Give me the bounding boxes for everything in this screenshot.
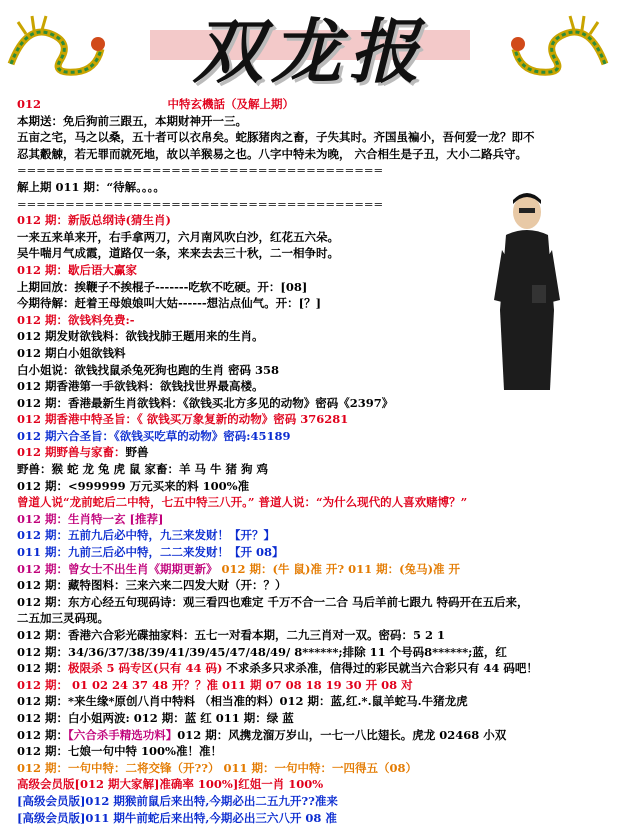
text-line — [17, 776, 617, 793]
text-line — [17, 378, 617, 395]
text-segment: [高级会员版]011 期牛前蛇后来出特,今期必出三六八开 08 准 — [17, 810, 337, 825]
text-line — [17, 810, 617, 826]
text-segment: 012 期：新版总纲诗(猜生肖) — [17, 213, 171, 228]
text-line — [17, 328, 617, 345]
text-segment: 012 — [17, 97, 42, 111]
text-line — [17, 727, 617, 744]
text-line — [17, 544, 617, 561]
text-line — [17, 478, 617, 495]
text-segment: ====================================== — [17, 163, 384, 178]
text-segment: ====================================== — [17, 196, 384, 211]
text-line — [17, 610, 617, 627]
text-segment: 012 期香港中特圣旨：《 欲钱买万象复新的动物》密码 376281 — [17, 412, 349, 427]
text-segment: 012 期： — [17, 661, 69, 676]
text-segment: 五亩之宅，马之以桑，五十者可以衣帛矣。蛇豚猪肉之畜，子失其时。齐国虽褊小，吾何爱一龙？即不 — [17, 130, 535, 145]
text-line — [17, 511, 617, 528]
text-line — [17, 162, 617, 179]
text-segment: 012 期：34/36/37/38/39/41/39/45/47/48/49/ 8******;排除 11 个号码8******;蓝，红 — [17, 644, 507, 659]
text-segment: 012 期：一句中特：二将交锋（开??） 011 期：一句中特：一四得五（08） — [17, 760, 417, 775]
text-segment: 012 期： — [17, 727, 69, 742]
text-line — [17, 594, 617, 611]
text-segment — [41, 97, 168, 111]
text-line — [17, 229, 617, 246]
text-line — [17, 577, 617, 594]
text-segment: 012 期发财欲钱料：欲钱找肺王题用来的生肖。 — [17, 329, 264, 344]
text-segment: 012 期：*来生缘*原创八肖中特料 （相当准的料）012 期：蓝,红.*.鼠羊蛇马.牛猪龙虎 — [17, 694, 468, 709]
text-line — [17, 113, 617, 130]
text-line — [17, 428, 617, 445]
text-segment: 012 期：东方心经五句现码诗：观三看四也难定 千万不合一二合 马后羊前七跟九 特码开在五后来， — [17, 594, 529, 609]
text-segment: 012 期：风携龙溜万岁山，一七一八比翅长。虎龙 02468 小双 — [177, 727, 507, 742]
text-segment: 012 期：欲钱料免费:- — [17, 312, 135, 327]
text-segment: 012 期：香港最新生肖欲钱料：《欲钱买北方多见的动物》密码《2397》 — [17, 395, 394, 410]
text-segment: 不求杀多只求杀准，信得过的彩民就当六合彩只有 44 码吧！ — [222, 661, 538, 676]
text-line — [17, 710, 617, 727]
text-segment: 上期回放：挨鞭子不挨棍子-------吃软不吃硬。开：[08] — [17, 279, 308, 294]
text-line — [17, 212, 617, 229]
text-line — [17, 345, 617, 362]
text-segment: 012 期：七娘一句中特 100%准！准！ — [17, 744, 222, 759]
text-segment: 高级会员版[012 期大家解]准确率 100%]红姐一肖 100% — [17, 777, 324, 792]
dragon-right-icon — [510, 4, 610, 82]
text-segment: 白小姐说：欲钱找鼠杀兔死狗也跑的生肖 密码 358 — [17, 362, 280, 377]
text-segment: 012 期：白小姐两波: 012 期：蓝 红 011 期：绿 蓝 — [17, 710, 294, 725]
text-line — [17, 793, 617, 810]
text-segment: 012 期：五前九后必中特，九三来发财！【开？】 — [17, 528, 276, 543]
text-line — [17, 295, 617, 312]
text-line — [17, 743, 617, 760]
text-segment: [高级会员版]012 期猴前鼠后来出特,今期必出二五九开??准来 — [17, 793, 338, 808]
text-line — [17, 96, 617, 113]
text-line — [17, 494, 617, 511]
text-segment: 歇后语大赢家 — [68, 262, 138, 277]
text-line — [17, 444, 617, 461]
text-segment: 012 期野兽与家畜： — [17, 445, 126, 460]
text-line — [17, 312, 617, 329]
text-segment: 极限杀 5 码专区(只有 44 码) — [68, 661, 223, 676]
text-segment: 012 期白小姐欲钱料 — [17, 345, 126, 360]
content-area — [17, 96, 617, 826]
text-line — [17, 527, 617, 544]
text-line — [17, 561, 617, 578]
text-line — [17, 245, 617, 262]
text-segment: 012 期香港第一手欲钱料：欲钱找世界最高楼。 — [17, 379, 264, 394]
text-segment: 012 期： 01 02 24 37 48 开？？准 011 期 07 08 18 19 30 开 08 对 — [17, 677, 413, 692]
text-line — [17, 693, 617, 710]
text-segment: 一来五来单来开，右手拿两刀，六月南风吹白沙，红花五六朵。 — [17, 229, 339, 244]
text-line — [17, 677, 617, 694]
text-segment: 吴牛喘月气成霞，道路仅一条，来来去去三十秋，二一相争时。 — [17, 246, 339, 261]
text-segment: 012 期：曾女士不出生肖《期期更新》 — [17, 561, 218, 576]
header-banner — [0, 0, 625, 92]
text-segment: 012 期： — [17, 262, 69, 277]
text-segment: 012 期：<999999 万元买来的料 100%准 — [17, 478, 250, 493]
text-segment: 中特玄機話（及解上期） — [167, 97, 295, 111]
text-line — [17, 262, 617, 279]
text-line — [17, 129, 617, 146]
text-segment: 012 期：香港六合彩光碟抽家料：五七一对看本期，二九三肖对一双。密码：5 2 1 — [17, 628, 446, 642]
text-line — [17, 179, 617, 196]
text-line — [17, 279, 617, 296]
text-line — [17, 362, 617, 379]
text-line — [17, 627, 617, 644]
text-segment: 本期送：免后狗前三跟五，本期财神开一三。 — [17, 113, 247, 128]
text-segment: 012 期：(牛 鼠)准 开? 011 期：(兔马)准 开 — [217, 561, 461, 576]
text-segment: 今期待解：赶着王母娘娘叫大姑------想沾点仙气。开：[？] — [17, 296, 322, 311]
text-line — [17, 395, 617, 412]
text-segment: 野兽：猴 蛇 龙 兔 虎 鼠 家畜：羊 马 牛 猪 狗 鸡 — [17, 462, 269, 477]
text-line — [17, 196, 617, 213]
text-segment: 012 期六合圣旨：《欲钱买吃草的动物》密码:45189 — [17, 428, 291, 443]
text-line — [17, 660, 617, 677]
text-segment: 野兽 — [125, 445, 149, 460]
text-segment: 012 期：生肖特一玄 [推荐] — [17, 511, 164, 526]
text-segment: 曾道人说“龙前蛇后二中特，七五中特三八开。” 普道人说：“为什么现代的人喜欢赌博？” — [17, 495, 468, 510]
text-line — [17, 461, 617, 478]
page-title: 双龙报 — [193, 10, 427, 93]
text-segment: 011 期：九前三后必中特，二二来发财！【开 08】 — [17, 545, 284, 560]
text-segment: 忍其觳觫，若无罪而就死地，故以羊猴易之也。八字中特未为晚， 六合相生是子丑，大小二路兵守。 — [17, 146, 527, 161]
text-segment: 【六合杀手精选功料】 — [68, 727, 178, 742]
text-line — [17, 411, 617, 428]
text-segment: 012 期：藏特图料：三来六来二四发大财（开：？） — [17, 578, 287, 593]
dragon-left-icon — [6, 4, 106, 82]
text-segment: 解上期 011 期：“待解。。。。 — [17, 179, 165, 194]
text-line — [17, 146, 617, 163]
text-line — [17, 644, 617, 661]
text-line — [17, 760, 617, 777]
text-segment: 二五加三灵码现。 — [17, 611, 109, 626]
